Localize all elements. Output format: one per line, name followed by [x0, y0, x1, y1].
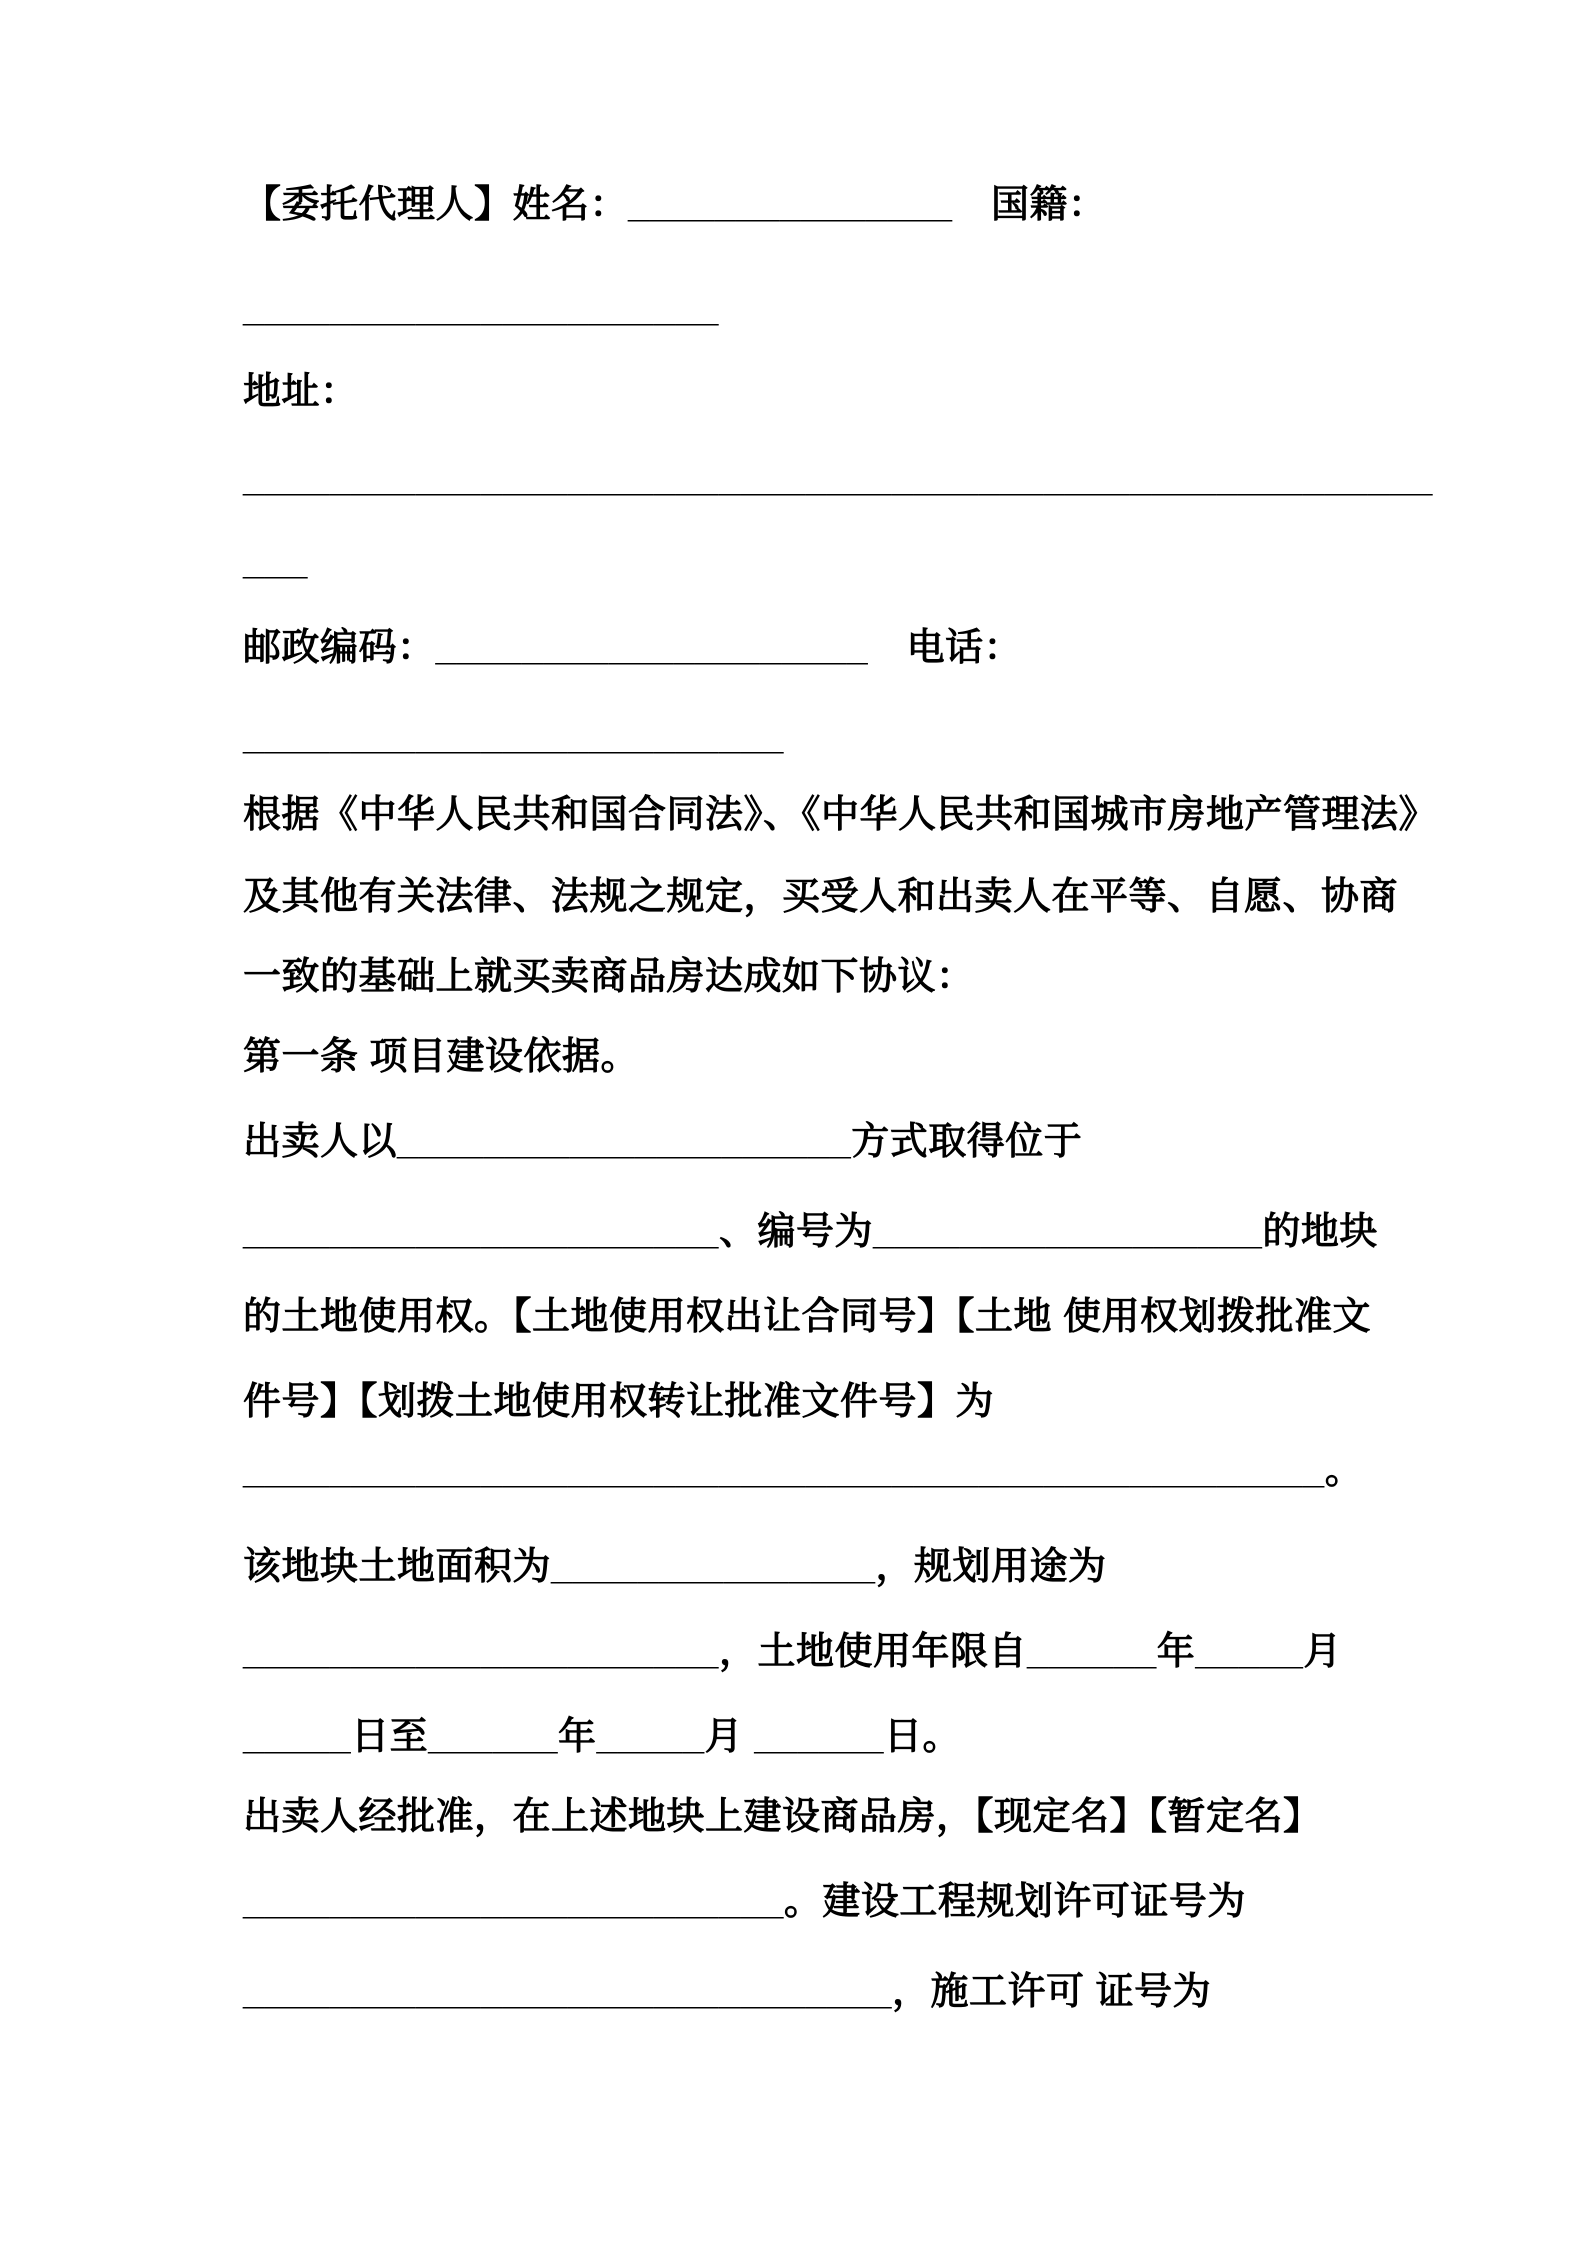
line-land-use-right-2: 件号】【划拨土地使用权转让批准文件号】为 — [243, 1381, 995, 1423]
line-document-number-blank: __________________________________________________。 — [243, 1450, 1364, 1492]
line-land-acquisition-1: 出卖人以_____________________方式取得位于 — [243, 1121, 1083, 1163]
line-address-label: 地址： — [243, 371, 359, 413]
line-legal-basis-1: 根据《中华人民共和国合同法》、《中华人民共和国城市房地产管理法》 — [243, 794, 1438, 836]
line-land-use-term-1: ______________________，土地使用年限自______年_____月 — [243, 1631, 1342, 1673]
line-agent-name-nationality: 【委托代理人】姓名：_______________ 国籍： — [243, 184, 1107, 226]
line-legal-basis-2: 及其他有关法律、法规之规定，买受人和出卖人在平等、自愿、协商 — [243, 876, 1399, 918]
line-land-acquisition-2: ______________________、编号为__________________的地块 — [243, 1211, 1378, 1253]
line-land-area: 该地块土地面积为_______________，规划用途为 — [243, 1546, 1107, 1588]
line-legal-basis-3: 一致的基础上就买卖商品房达成如下协议： — [243, 956, 975, 998]
line-land-use-term-2: _____日至______年_____月 ______日。 — [243, 1716, 962, 1758]
line-nationality-blank: ______________________ — [243, 288, 719, 330]
line-article1-heading: 第一条 项目建设依据。 — [243, 1036, 640, 1078]
line-address-blank-cont: ___ — [243, 541, 308, 583]
line-construction-approval: 出卖人经批准，在上述地块上建设商品房，【现定名】【暂定名】 — [243, 1796, 1322, 1838]
line-phone-blank: _________________________ — [243, 716, 784, 758]
line-address-blank: _______________________________________________________ — [243, 458, 1433, 500]
line-land-use-right-1: 的土地使用权。【土地使用权出让合同号】【土地 使用权划拨批准文 — [243, 1296, 1372, 1338]
line-planning-permit: _________________________。建设工程规划许可证号为 — [243, 1881, 1246, 1923]
line-postcode-phone: 邮政编码：____________________ 电话： — [243, 627, 1023, 669]
line-construction-permit: ______________________________，施工许可 证号为 — [243, 1971, 1212, 2013]
